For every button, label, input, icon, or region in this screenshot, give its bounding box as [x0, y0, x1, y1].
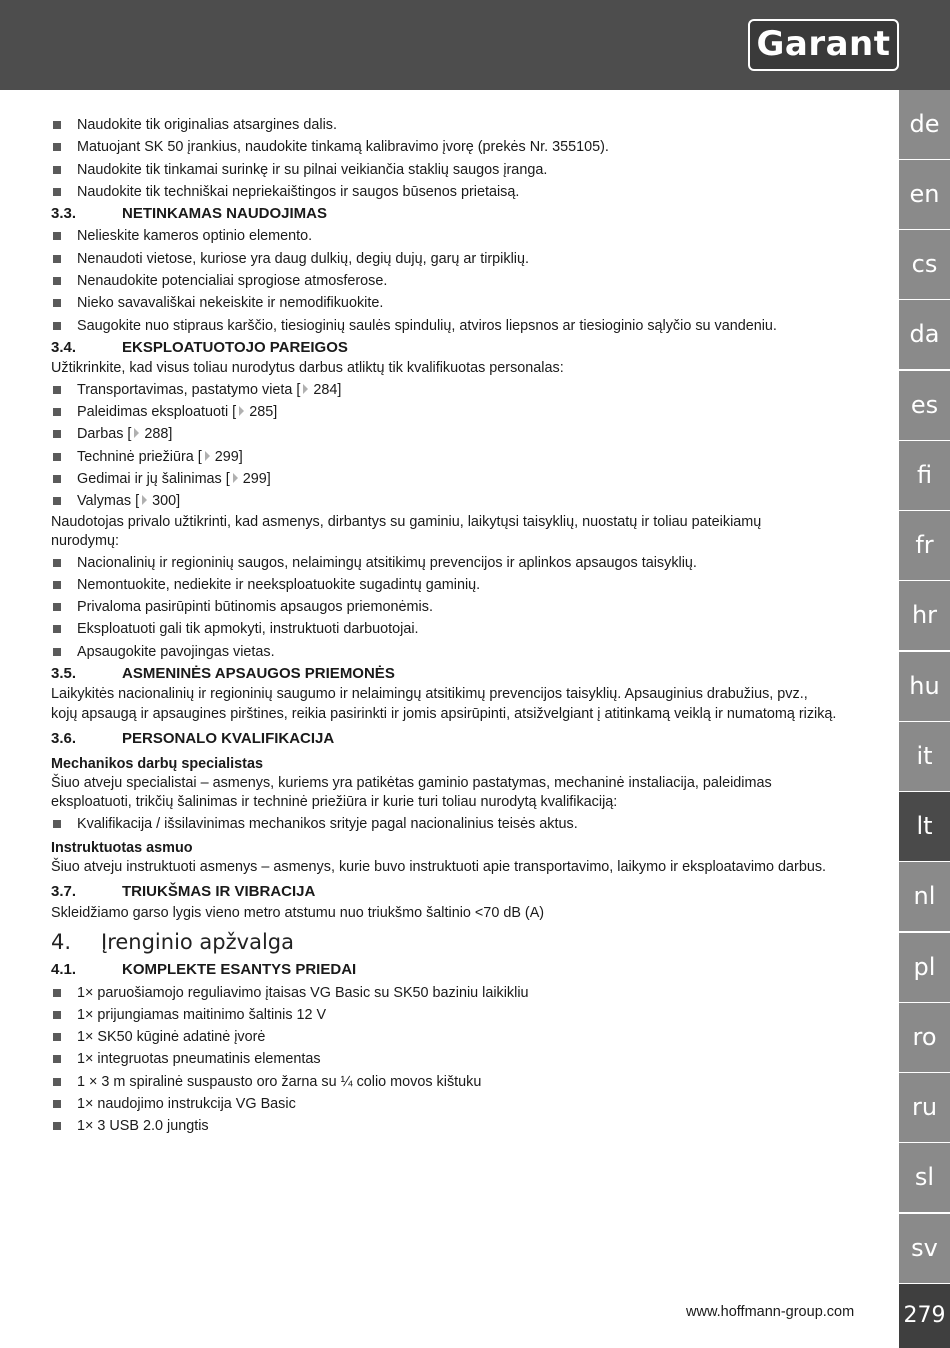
- section-heading-4-1: 4.1. KOMPLEKTE ESANTYS PRIEDAI: [51, 961, 357, 979]
- page-ref-link[interactable]: 299]: [214, 448, 243, 465]
- bullet-icon: [53, 121, 61, 129]
- bullet-icon: [53, 277, 61, 285]
- subheading: Instruktuotas asmuo: [51, 839, 193, 856]
- cross-reference-item: Valymas [ 300]: [51, 490, 881, 512]
- chapter-heading-4: 4. Įrenginio apžvalga: [51, 930, 294, 955]
- bullet-icon: [53, 475, 61, 483]
- lang-tab-en[interactable]: en: [899, 160, 950, 229]
- lang-tab-cs[interactable]: cs: [899, 230, 950, 299]
- paragraph: Skleidžiamo garso lygis vieno metro atstumu nuo triukšmo šaltinio <70 dB (A): [51, 904, 545, 921]
- footer-website-link[interactable]: www.hoffmann-group.com: [686, 1304, 855, 1320]
- list-item: 1× naudojimo instrukcija VG Basic: [51, 1093, 881, 1115]
- lang-tab-da[interactable]: da: [899, 300, 950, 369]
- list-item: 1× integruotas pneumatinis elementas: [51, 1048, 881, 1070]
- garant-logo: [748, 19, 899, 71]
- logo-text: Garant: [756, 24, 891, 64]
- document-body: [51, 114, 881, 1138]
- page-ref-arrow-icon: [205, 451, 210, 461]
- section-heading-3-7: 3.7. TRIUKŠMAS IR VIBRACIJA: [51, 883, 316, 901]
- bullet-icon: [53, 559, 61, 567]
- list-item: 1× 3 USB 2.0 jungtis: [51, 1115, 881, 1137]
- bullet-icon: [53, 989, 61, 997]
- list-item: Eksploatuoti gali tik apmokyti, instruktuoti darbuotojai.: [51, 618, 881, 640]
- lang-tab-sv[interactable]: sv: [899, 1214, 950, 1283]
- section-heading-3-6: 3.6. PERSONALO KVALIFIKACIJA: [51, 730, 335, 748]
- paragraph-line: Laikykitės nacionalinių ir regioninių saugumo ir nelaimingų atsitikimų prevencijos taisyklių. Apsauginius drabužius, pvz.,: [51, 686, 808, 703]
- paragraph-line: nurodymų:: [51, 533, 119, 550]
- subheading: Mechanikos darbų specialistas: [51, 755, 263, 772]
- bullet-icon: [53, 188, 61, 196]
- list-item: Nenaudoti vietose, kuriose yra daug dulkių, degių dujų, garų ar tirpiklių.: [51, 248, 881, 270]
- list-item: Naudokite tik tinkamai surinkę ir su pilnai veikiančia staklių saugos įranga.: [51, 159, 881, 181]
- list-item: Nieko savavališkai nekeiskite ir nemodifikuokite.: [51, 292, 881, 314]
- bullet-icon: [53, 1078, 61, 1086]
- bullet-icon: [53, 408, 61, 416]
- page-ref-link[interactable]: 285]: [249, 404, 278, 421]
- list-item: Nacionalinių ir regioninių saugos, nelaimingų atsitikimų prevencijos ir aplinkos apsaugos taisyklių.: [51, 552, 881, 574]
- bullet-icon: [53, 232, 61, 240]
- bullet-icon: [53, 603, 61, 611]
- page-ref-link[interactable]: 300]: [152, 493, 181, 510]
- lang-tab-fr[interactable]: fr: [899, 511, 950, 580]
- page-ref-arrow-icon: [303, 384, 308, 394]
- lang-tab-hr[interactable]: hr: [899, 581, 950, 650]
- list-item: Matuojant SK 50 įrankius, naudokite tinkamą kalibravimo įvorę (prekės Nr. 355105).: [51, 136, 881, 158]
- lang-tab-es[interactable]: es: [899, 371, 950, 440]
- bullet-icon: [53, 430, 61, 438]
- list-item: Naudokite tik techniškai nepriekaištingos ir saugos būsenos prietaisą.: [51, 181, 881, 203]
- list-item: Nenaudokite potencialiai sprogiose atmosferose.: [51, 270, 881, 292]
- paragraph-line: Naudotojas privalo užtikrinti, kad asmenys, dirbantys su gaminiu, laikytųsi taisyklių, nuostatų ir toliau pateikiamų: [51, 513, 762, 530]
- lang-tab-nl[interactable]: nl: [899, 862, 950, 931]
- paragraph-line: eksploatuoti, trikčių šalinimas ir techninė priežiūra ir kurie turi toliau nurodytą kvalifikaciją:: [51, 794, 618, 811]
- lang-tab-de[interactable]: de: [899, 90, 950, 159]
- bullet-icon: [53, 322, 61, 330]
- page-number: 279: [899, 1284, 950, 1348]
- list-item: Nelieskite kameros optinio elemento.: [51, 225, 881, 247]
- section-heading-3-5: 3.5. ASMENINĖS APSAUGOS PRIEMONĖS: [51, 665, 395, 683]
- list-item: 1× paruošiamojo reguliavimo įtaisas VG Basic su SK50 baziniu laikikliu: [51, 982, 881, 1004]
- list-item: Kvalifikacija / išsilavinimas mechanikos srityje pagal nacionalinius teisės aktus.: [51, 813, 881, 835]
- lang-tab-pl[interactable]: pl: [899, 933, 950, 1002]
- list-item: Saugokite nuo stipraus karščio, tiesioginių saulės spindulių, atviros liepsnos ar tiesioginio sąlyčio su vandeniu.: [51, 315, 881, 337]
- cross-reference-item: Transportavimas, pastatymo vieta [ 284]: [51, 379, 881, 401]
- list-item: Nemontuokite, nediekite ir neeksploatuokite sugadintų gaminių.: [51, 574, 881, 596]
- bullet-icon: [53, 143, 61, 151]
- section-heading-3-3: 3.3. NETINKAMAS NAUDOJIMAS: [51, 205, 328, 223]
- page-ref-link[interactable]: 284]: [313, 381, 342, 398]
- cross-reference-item: Techninė priežiūra [ 299]: [51, 446, 881, 468]
- lang-tab-hu[interactable]: hu: [899, 652, 950, 721]
- paragraph-line: Šiuo atveju instruktuoti asmenys – asmenys, kurie buvo instruktuoti apie transportavimo, laikymo ir eksploatavimo darbus.: [51, 858, 827, 875]
- list-item: 1× prijungiamas maitinimo šaltinis 12 V: [51, 1004, 881, 1026]
- bullet-icon: [53, 497, 61, 505]
- page-ref-arrow-icon: [134, 428, 139, 438]
- cross-reference-item: Paleidimas eksploatuoti [ 285]: [51, 401, 881, 423]
- page-header: [0, 0, 950, 90]
- lang-tab-it[interactable]: it: [899, 722, 950, 791]
- bullet-icon: [53, 255, 61, 263]
- page-ref-link[interactable]: 288]: [144, 426, 173, 443]
- page-ref-link[interactable]: 299]: [242, 470, 271, 487]
- list-item: Privaloma pasirūpinti būtinomis apsaugos priemonėmis.: [51, 596, 881, 618]
- list-item: 1 × 3 m spiralinė suspausto oro žarna su ¼ colio movos kištuku: [51, 1071, 881, 1093]
- paragraph: Užtikrinkite, kad visus toliau nurodytus darbus atliktų tik kvalifikuotas personalas:: [51, 360, 564, 377]
- bullet-icon: [53, 1033, 61, 1041]
- lang-tab-lt[interactable]: lt: [899, 792, 950, 861]
- bullet-icon: [53, 299, 61, 307]
- language-tabs: [899, 90, 950, 1348]
- lang-tab-fi[interactable]: fi: [899, 441, 950, 510]
- bullet-icon: [53, 648, 61, 656]
- bullet-icon: [53, 1055, 61, 1063]
- page-ref-arrow-icon: [239, 406, 244, 416]
- list-item: Naudokite tik originalias atsargines dalis.: [51, 114, 881, 136]
- bullet-icon: [53, 1122, 61, 1130]
- paragraph-line: kojų apsaugą ir apsaugines pirštines, reikia pasirinkti ir jomis apsirūpinti, atsižvelgiant į atitinkamą veiklą ir numatomą riziką.: [51, 705, 837, 722]
- bullet-icon: [53, 1100, 61, 1108]
- list-item: Apsaugokite pavojingas vietas.: [51, 641, 881, 663]
- page-ref-arrow-icon: [233, 473, 238, 483]
- cross-reference-item: Darbas [ 288]: [51, 423, 881, 445]
- lang-tab-ro[interactable]: ro: [899, 1003, 950, 1072]
- lang-tab-sl[interactable]: sl: [899, 1143, 950, 1212]
- bullet-icon: [53, 453, 61, 461]
- bullet-icon: [53, 820, 61, 828]
- lang-tab-ru[interactable]: ru: [899, 1073, 950, 1142]
- section-heading-3-4: 3.4. EKSPLOATUOTOJO PAREIGOS: [51, 338, 348, 356]
- bullet-icon: [53, 581, 61, 589]
- bullet-icon: [53, 625, 61, 633]
- cross-reference-item: Gedimai ir jų šalinimas [ 299]: [51, 468, 881, 490]
- bullet-icon: [53, 1011, 61, 1019]
- bullet-icon: [53, 166, 61, 174]
- list-item: 1× SK50 kūginė adatinė įvorė: [51, 1026, 881, 1048]
- bullet-icon: [53, 386, 61, 394]
- page-ref-arrow-icon: [142, 495, 147, 505]
- paragraph-line: Šiuo atveju specialistai – asmenys, kuriems yra patikėtas gaminio pastatymas, mechaninė instaliacija, paleidimas: [51, 774, 772, 791]
